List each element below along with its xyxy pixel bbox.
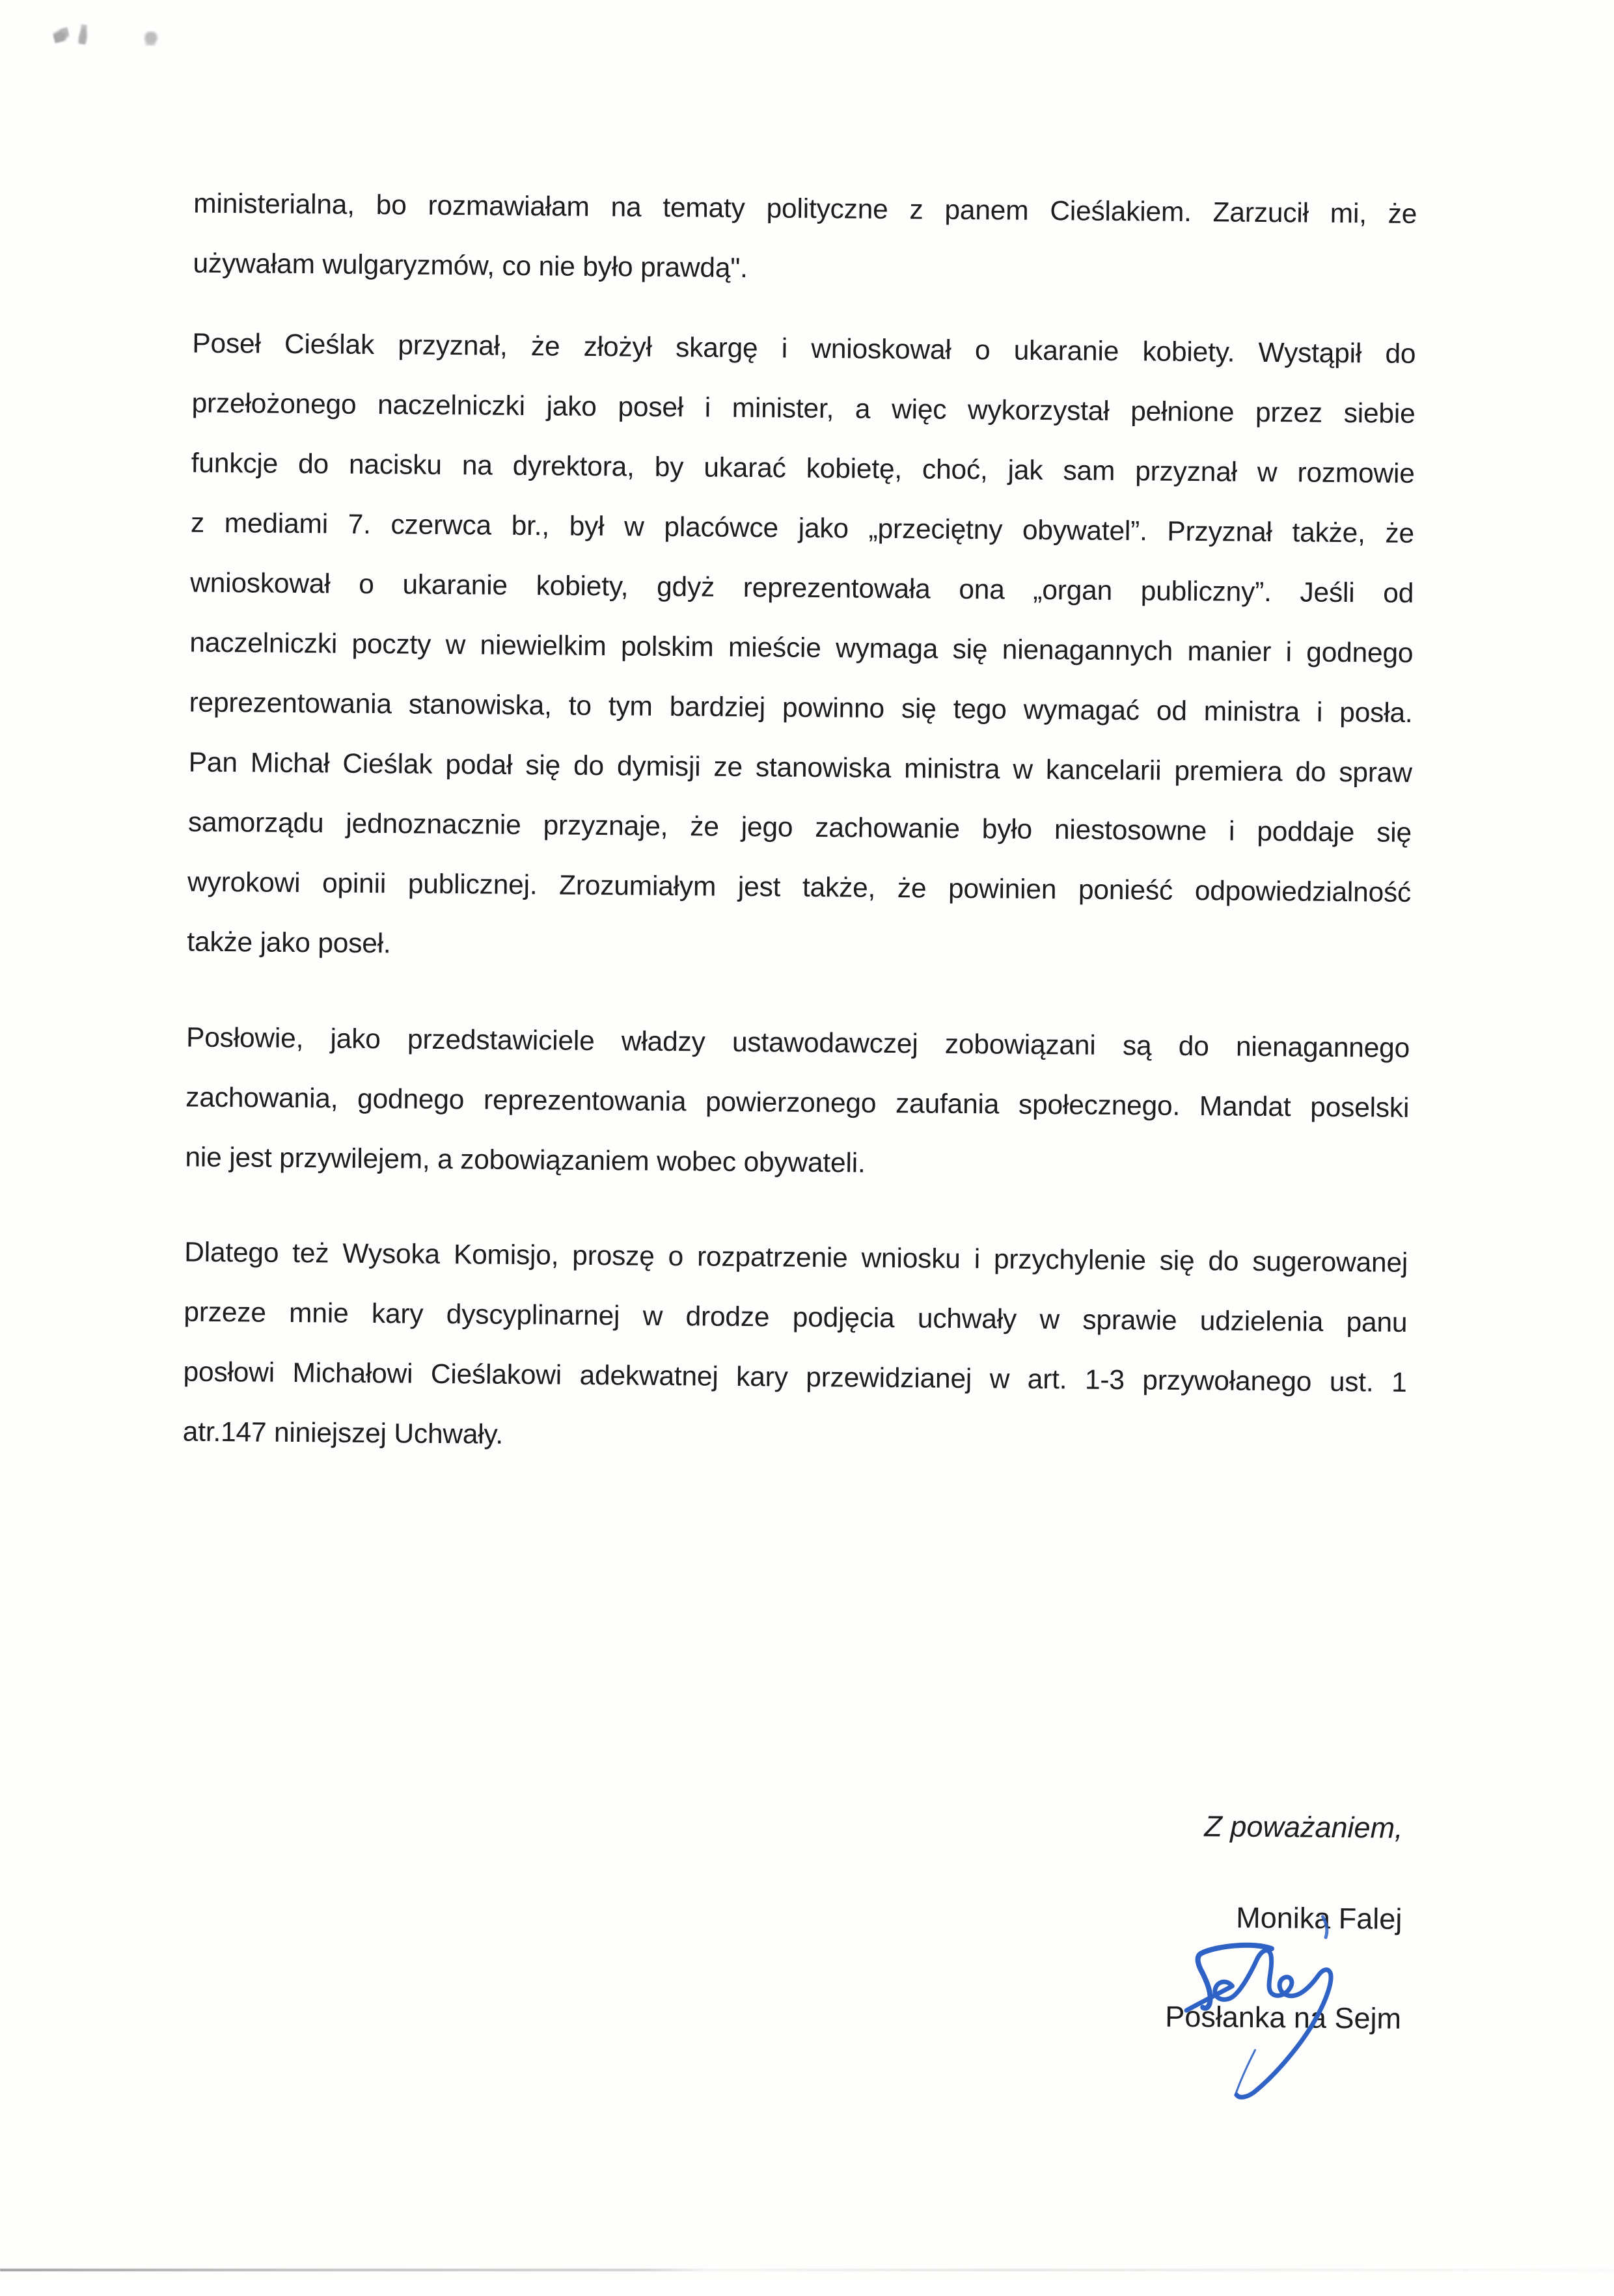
text-line: atr.147 niniejszej Uchwały. [182, 1416, 504, 1450]
scan-bottom-edge [0, 2269, 1614, 2271]
paragraph [185, 1008, 1410, 1198]
text-line: zachowania, godnego reprezentowania powierzonego zaufania społecznego. Mandat poselski [185, 1082, 1410, 1124]
text-line: Pan Michał Cieślak podał się do dymisji ze stanowiska ministra w kancelarii premiera do spraw [188, 747, 1412, 789]
text-line: Dlatego też Wysoka Komisjo, proszę o rozpatrzenie wniosku i przychylenie się do sugerowanej [184, 1237, 1408, 1278]
text-line: wyrokowi opinii publicznej. Zrozumiałym jest także, że powinien ponieść odpowiedzialność [187, 867, 1412, 908]
text-line: reprezentowania stanowiska, to tym bardziej powinno się tego wymagać od ministra i posła. [189, 687, 1413, 729]
text-line: używałam wulgaryzmów, co nie było prawdą". [193, 248, 748, 284]
text-line: posłowi Michałowi Cieślakowi adekwatnej kary przewidzianej w art. 1-3 przywołanego ust. 1 [183, 1357, 1407, 1398]
text-line: przeze mnie kary dyscyplinarnej w drodze podjęcia uchwały w sprawie udzielenia panu [184, 1297, 1408, 1338]
valediction: Z poważaniem, [1204, 1809, 1403, 1844]
text-line: Poseł Cieślak przyznał, że złożył skargę i wnioskował o ukaranie kobiety. Wystąpił do [192, 328, 1416, 370]
text-line: z mediami 7. czerwca br., był w placówce jako „przeciętny obywatel”. Przyznał także, że [190, 507, 1415, 549]
text-line: przełożonego naczelniczki jako poseł i minister, a więc wykorzystał pełnione przez siebie [191, 388, 1416, 429]
text-line: naczelniczki poczty w niewielkim polskim mieście wymaga się nienagannych manier i godnego [189, 627, 1414, 669]
handwritten-signature [1173, 1900, 1344, 2097]
paragraph [193, 174, 1417, 304]
signer-title: Posłanka na Sejm [1165, 1999, 1402, 2035]
paragraph [187, 314, 1416, 983]
signer-name: Monika Falej [1236, 1900, 1402, 1936]
text-line: nie jest przywilejem, a zobowiązaniem wobec obywateli. [185, 1142, 866, 1179]
text-line: funkcje do nacisku na dyrektora, by ukarać kobietę, choć, jak sam przyznał w rozmowie [191, 448, 1415, 489]
text-line: także jako poseł. [187, 926, 391, 960]
text-line: Posłowie, jako przedstawiciele władzy ustawodawczej zobowiązani są do nienagannego [185, 1022, 1410, 1064]
paragraph [182, 1223, 1408, 1473]
text-line: samorządu jednoznacznie przyznaje, że jego zachowanie było niestosowne i poddaje się [187, 807, 1412, 848]
text-line: wnioskował o ukaranie kobiety, gdyż reprezentowała ona „organ publiczny”. Jeśli od [189, 567, 1414, 609]
text-line: ministerialna, bo rozmawiałam na tematy polityczne z panem Cieślakiem. Zarzucił mi, że [193, 188, 1417, 230]
